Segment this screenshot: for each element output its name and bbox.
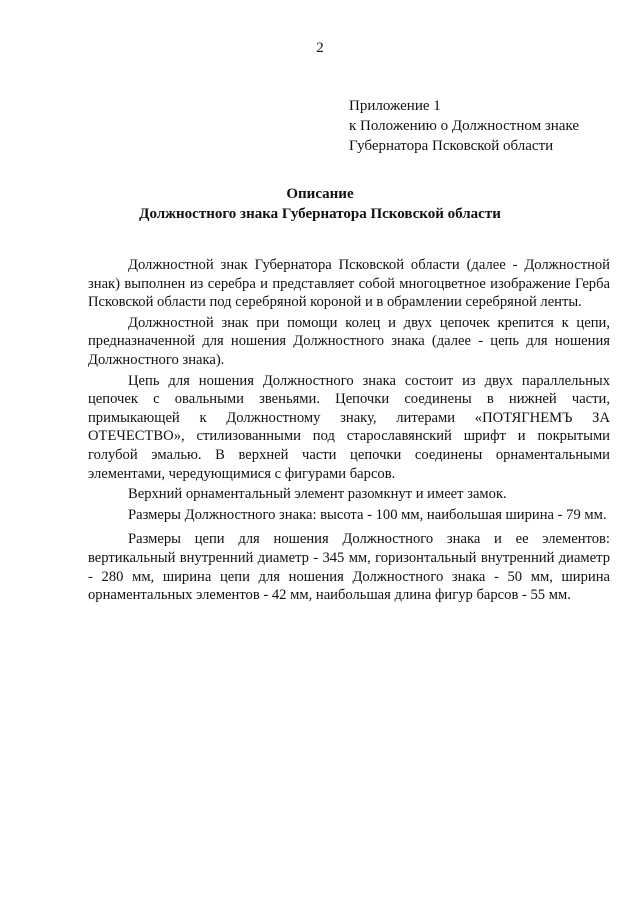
appendix-line-2: к Положению о Должностном знаке (349, 118, 580, 134)
appendix-line-3: Губернатора Псковской области (349, 138, 554, 154)
title-line-1: Описание (286, 186, 354, 202)
page-number: 2 (316, 40, 324, 56)
appendix-line-1: Приложение 1 (349, 98, 441, 114)
document-body (88, 256, 610, 605)
paragraph-chain: Цепь для ношения Должностного знака состоит из двух параллельных цепочек с овальными звеньями. Цепочки соединены в нижней части, примыкающей к Должностному знаку, литерами «ПОТЯГНЕМЪ ЗА ОТЕЧЕСТВО», стилизованными под старославянский шрифт и покрытыми голубой эмалью. В верхней части цепочки соединены орнаментальными элементами, чередующимися с фигурами барсов. (88, 372, 610, 482)
paragraph-sign-dimensions: Размеры Должностного знака: высота - 100 мм, наибольшая ширина - 79 мм. (128, 506, 607, 523)
title-line-2: Должностного знака Губернатора Псковской области (139, 206, 501, 222)
paragraph-lock: Верхний орнаментальный элемент разомкнут и имеет замок. (128, 486, 507, 503)
paragraph-chain-dimensions: Размеры цепи для ношения Должностного знака и ее элементов: вертикальный внутренний диаметр - 345 мм, горизонтальный внутренний диаметр - 280 мм, ширина цепи для ношения Должностного знака - 50 мм, ширина орнаментальных элементов - 42 мм, наибольшая длина фигур барсов - 55 мм. (88, 531, 610, 604)
paragraph-description: Должностной знак Губернатора Псковской области (далее - Должностной знак) выполнен из серебра и представляет собой многоцветное изображение Герба Псковской области под серебряной короной и в обрамлении серебряной ленты. (88, 257, 610, 311)
appendix-note (349, 96, 629, 156)
paragraph-attachment: Должностной знак при помощи колец и двух цепочек крепится к цепи, предназначенной для ношения Должностного знака (далее - цепь для ношения Должностного знака). (88, 314, 610, 368)
document-title (0, 184, 640, 224)
